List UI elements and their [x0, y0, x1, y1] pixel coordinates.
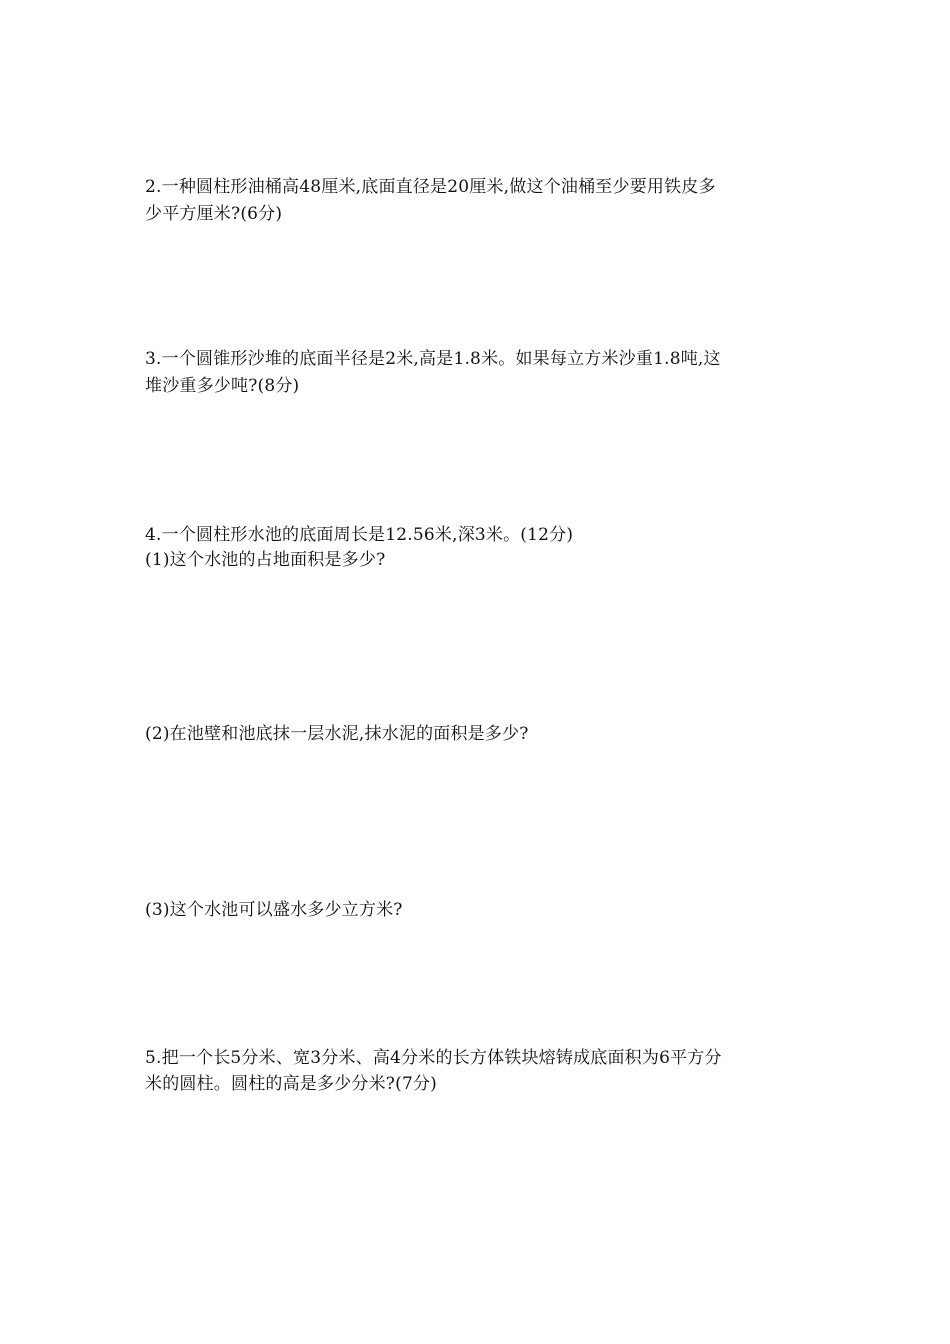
question-2-line-2: 少平方厘米?(6分) — [145, 204, 283, 224]
question-4-part-3: (3)这个水池可以盛水多少立方米? — [145, 900, 403, 920]
question-5-line-1: 5.把一个长5分米、宽3分米、高4分米的长方体铁块熔铸成底面积为6平方分 — [145, 1048, 722, 1068]
question-3-line-1: 3.一个圆锥形沙堆的底面半径是2米,高是1.8米。如果每立方米沙重1.8吨,这 — [145, 349, 721, 369]
question-3-line-2: 堆沙重多少吨?(8分) — [145, 376, 300, 396]
question-4-part-2: (2)在池壁和池底抹一层水泥,抹水泥的面积是多少? — [145, 724, 529, 744]
question-5-line-2: 米的圆柱。圆柱的高是多少分米?(7分) — [145, 1074, 437, 1094]
question-4-part-1: (1)这个水池的占地面积是多少? — [145, 550, 386, 570]
question-2-line-1: 2.一种圆柱形油桶高48厘米,底面直径是20厘米,做这个油桶至少要用铁皮多 — [145, 177, 716, 197]
question-4-line-1: 4.一个圆柱形水池的底面周长是12.56米,深3米。(12分) — [145, 525, 574, 545]
